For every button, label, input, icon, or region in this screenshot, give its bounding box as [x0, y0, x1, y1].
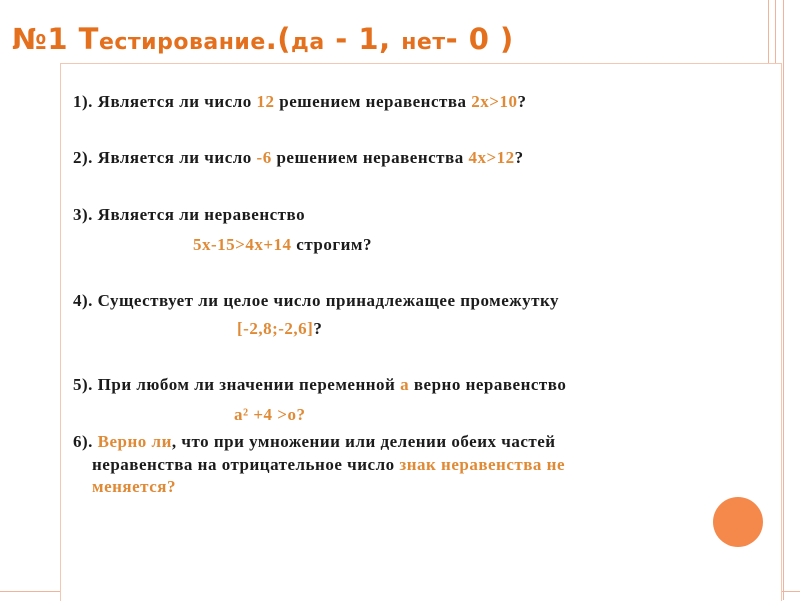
question-3-formula: 5х-15>4х+14 строгим?: [193, 235, 372, 254]
decorative-circle: [713, 497, 763, 547]
content-panel: [60, 63, 782, 601]
decorative-line: [783, 0, 784, 600]
question-5-formula: а² +4 >о?: [234, 405, 306, 424]
question-4: 4). Существует ли целое число принадлежащее промежутку: [73, 291, 560, 310]
question-6: 6). Верно ли, что при умножении или делении обеих частей: [73, 432, 556, 451]
question-5: 5). При любом ли значении переменной а верно неравенство: [73, 375, 567, 394]
question-1: 1). Является ли число 12 решением неравенства 2х>10?: [73, 92, 527, 111]
question-6-line-2: неравенства на отрицательное число знак неравенства не: [92, 455, 566, 474]
question-2: 2). Является ли число -6 решением неравенства 4х>12?: [73, 148, 524, 167]
slide-title: №1 Тестирование.(да - 1, нет- 0 ): [12, 22, 514, 56]
question-4-interval: [-2,8;-2,6]?: [237, 319, 323, 338]
question-6-line-3: меняется?: [92, 477, 176, 496]
question-3: 3). Является ли неравенство: [73, 205, 306, 224]
